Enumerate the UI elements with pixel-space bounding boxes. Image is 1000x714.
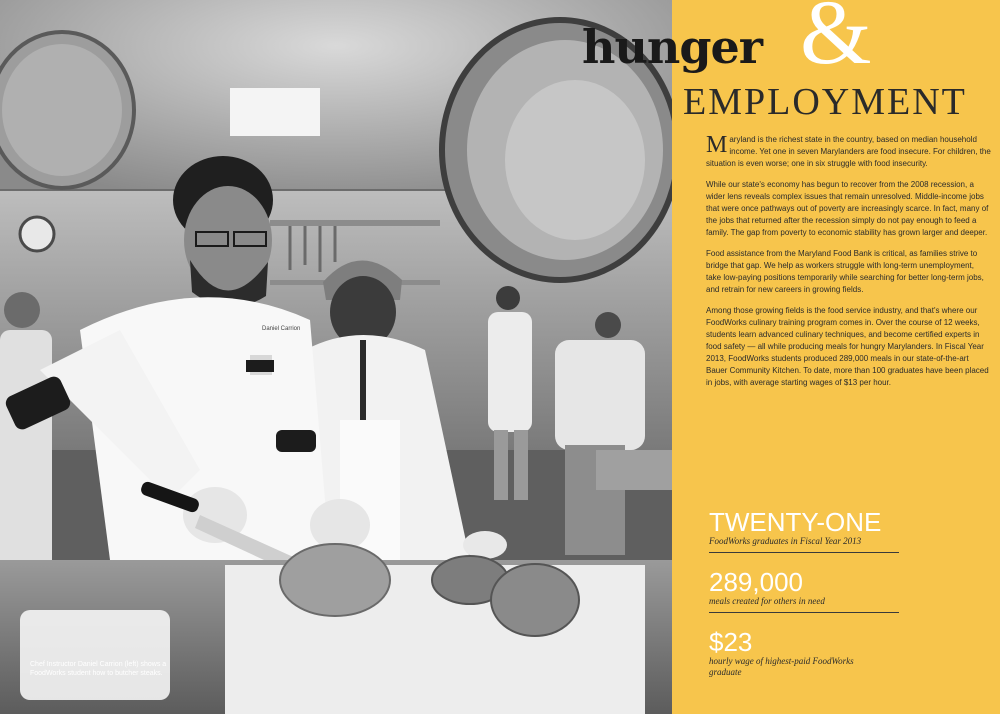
coat-embroidery: Daniel Carrion	[262, 326, 301, 332]
drop-cap: M	[706, 132, 728, 158]
title-word: hunger	[582, 20, 762, 74]
stat-number: TWENTY-ONE	[709, 507, 882, 537]
steak	[280, 544, 390, 616]
background-worker	[555, 312, 645, 555]
photo-caption: Chef Instructor Daniel Carrion (left) shows a FoodWorks student how to butcher steaks.	[30, 661, 167, 677]
ceiling-light	[230, 88, 320, 136]
clock-icon	[20, 217, 54, 251]
paragraph: Maryland is the richest state in the country, based on median household income. Yet one in seven Marylanders are food insecure. For children, the situation is even worse; one in six struggle with food insecurity.	[706, 132, 991, 168]
title-subtitle: EMPLOYMENT	[683, 81, 967, 123]
tray	[20, 610, 170, 700]
title-ampersand: &	[800, 0, 872, 83]
stat-description: hourly wage of highest-paid FoodWorks graduate	[709, 656, 854, 677]
stat-block	[709, 508, 899, 553]
stat-description: meals created for others in need	[709, 596, 825, 606]
paragraph: Food assistance from the Maryland Food Bank is critical, as families strive to bridge that gap. We help as workers struggle with long-term unemployment, take low-paying positions temporarily while searching for better long-term jobs, and retrain for new careers in growing fields.	[706, 249, 984, 294]
background-worker	[488, 286, 532, 500]
article-body	[706, 134, 991, 398]
stat-number: $23	[709, 627, 753, 657]
stat-block	[709, 568, 899, 613]
paragraph: Among those growing fields is the food service industry, and that's where our FoodWorks culinary training program comes in. Over the course of 12 weeks, students learn advanced culinary techniques, and become certified experts in food safety — all while producing meals for hungry Marylanders. In Fiscal Year 2013, FoodWorks students produced 289,000 meals in our state-of-the-art Bauer Community Kitchen. To date, more than 100 graduates have been placed in jobs, with average starting wages of $13 per hour.	[706, 306, 989, 387]
steak	[491, 564, 579, 636]
left-worker	[0, 292, 52, 570]
divider	[709, 612, 899, 613]
divider	[709, 552, 899, 553]
stat-description: FoodWorks graduates in Fiscal Year 2013	[709, 536, 862, 546]
stat-number: 289,000	[709, 567, 803, 597]
paragraph: While our state's economy has begun to recover from the 2008 recession, a wider lens reveals complex issues that remain unresolved. Middle-income jobs that were once pathways out of poverty are increasingly scarce. In fact, many of the jobs that returned after the recession simply do not pay enough to feed a family. The gap from poverty to economic stability has grown larger and deeper.	[706, 180, 989, 237]
stat-block	[709, 628, 859, 683]
